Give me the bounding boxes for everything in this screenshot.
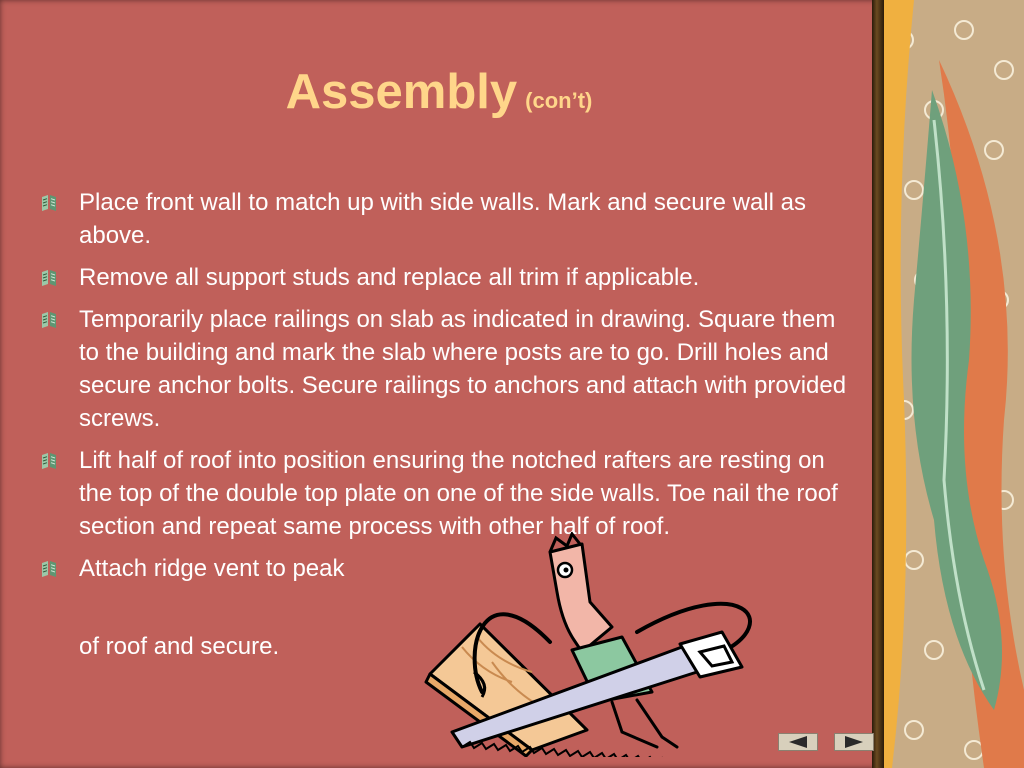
triangle-right-icon: [843, 736, 865, 748]
book-bullet-icon: [40, 560, 58, 578]
book-bullet-icon: [40, 194, 58, 212]
bullet-item: [38, 186, 854, 252]
slide-title: [0, 62, 878, 131]
book-bullet-icon: [40, 269, 58, 287]
next-slide-button[interactable]: [834, 733, 874, 751]
carpenter-legs: [612, 700, 677, 747]
bullet-text: Remove all support studs and replace all trim if applicable.: [79, 264, 700, 291]
bullet-item: [38, 261, 854, 294]
bullet-text: Place front wall to match up with side walls. Mark and secure wall as above.: [79, 189, 806, 249]
bullet-text: Lift half of roof into position ensuring the notched rafters are resting on the top of the double top plate on one of the side walls. Toe nail the roof section and repeat same process with other half of roof.: [79, 447, 838, 540]
bullet-text: Temporarily place railings on slab as indicated in drawing. Square them to the building and mark the slab where posts are to go. Drill holes and secure anchor bolts. Secure railings to anchors and attach with provided screws.: [79, 306, 847, 432]
bullet-text: Attach ridge vent to peak: [79, 555, 345, 582]
book-bullet-icon: [40, 452, 58, 470]
bullet-item: [38, 444, 854, 543]
previous-slide-button[interactable]: [778, 733, 818, 751]
decorative-border: [884, 0, 1024, 768]
bullet-item: [38, 303, 854, 435]
title-suffix: (con’t): [525, 88, 593, 113]
carpenter-head: [550, 534, 612, 652]
triangle-left-icon: [787, 736, 809, 748]
title-main: Assembly: [285, 65, 518, 119]
bullet-continuation: of roof and secure.: [79, 633, 280, 660]
carpenter-sawing-clipart: [422, 532, 772, 757]
book-bullet-icon: [40, 311, 58, 329]
frame-divider: [872, 0, 884, 768]
